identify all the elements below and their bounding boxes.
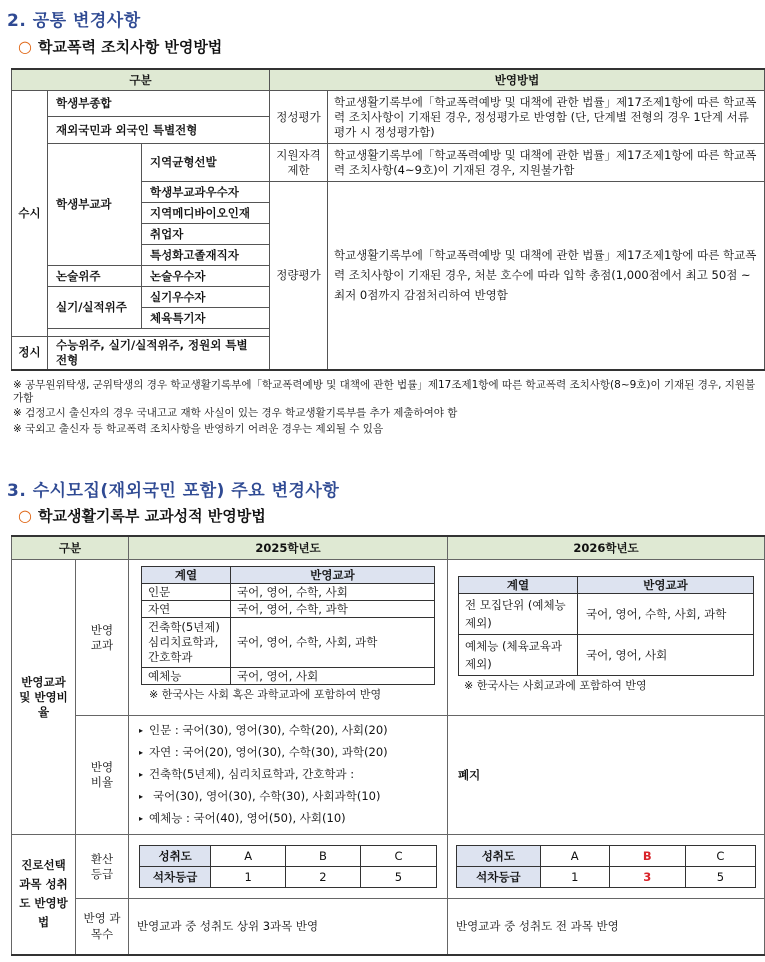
grade26-b: B: [609, 846, 685, 867]
cell-2026-grade: [448, 835, 765, 899]
school-violence-table: [11, 68, 765, 371]
row-silgi: 실기/실적위주: [48, 287, 142, 329]
header-category: 구분: [12, 69, 270, 91]
note-3: ※ 국외고 출신자 등 학교폭력 조치사항을 반영하기 어려운 경우는 제외될 수 있음: [13, 423, 384, 435]
section2-title: 2. 공통 변경사항: [7, 11, 141, 31]
header-method: 반영방법: [270, 69, 765, 91]
grade-table-2026: [456, 845, 756, 888]
inner-h2: 반영교과: [231, 567, 435, 584]
section3-subtitle-text: 학교생활기록부 교과성적 반영방법: [37, 507, 266, 525]
field-2026-0: 전 모집단위 (예체능제외): [459, 594, 578, 635]
grade-b: B: [286, 846, 361, 867]
subjects-2025-0: 국어, 영어, 수학, 사회: [231, 584, 435, 601]
cell-2025-grade: [129, 835, 448, 899]
row-jiyeok: 지역균형선발: [142, 144, 270, 182]
sub-hwansan: 환산 등급: [76, 835, 129, 899]
ratio-2026: 폐지: [448, 716, 765, 835]
jeongsi-text: 수능위주, 실기/실적위주, 정원외 특별전형: [48, 337, 270, 370]
row-sub1: 학생부교과우수자: [142, 182, 270, 203]
cell-2026-gyogwa: [448, 560, 765, 716]
ratio-cont-text: 국어(30), 영어(30), 수학(30), 사회과학(10): [153, 789, 381, 803]
rank26-c: 5: [685, 867, 755, 888]
field-2025-1: 자연: [142, 601, 231, 618]
subjects-2025-2: 국어, 영어, 수학, 사회, 과학: [231, 618, 435, 668]
row-hakjong: 학생부종합: [48, 91, 270, 117]
grade-h1: 성취도: [140, 846, 211, 867]
section2-subtitle: [18, 36, 222, 57]
ratio-item: ▸ 예체능 : 국어(40), 영어(50), 사회(10): [139, 808, 437, 830]
field-2025-0: 인문: [142, 584, 231, 601]
grade-table: [11, 535, 765, 956]
t3-header-category: 구분: [12, 536, 129, 560]
jeongsi-label: 정시: [12, 337, 48, 370]
subjects-2026-0: 국어, 영어, 수학, 사회, 과학: [578, 594, 754, 635]
group2-label: 진로선택 과목 성취도 반영방법: [12, 835, 76, 955]
quant-eval: 정량평가: [270, 182, 328, 370]
rank-b: 2: [286, 867, 361, 888]
count-2025: 반영교과 중 성취도 상위 3과목 반영: [129, 899, 448, 955]
grade26-h1: 성취도: [457, 846, 541, 867]
row-sub4: 특성화고졸재직자: [142, 245, 270, 266]
grade-table-2025: [139, 845, 437, 888]
inner26-h2: 반영교과: [578, 577, 754, 594]
qual-eval: 정성평가: [270, 91, 328, 144]
ratio-item: ▸ 건축학(5년제), 심리치료학과, 간호학과 :: [139, 764, 437, 786]
count-2026: 반영교과 중 성취도 전 과목 반영: [448, 899, 765, 955]
section2-subtitle-text: 학교폭력 조치사항 반영방법: [37, 38, 223, 56]
ratio-item: ▸ 자연 : 국어(20), 영어(30), 수학(30), 과학(20): [139, 742, 437, 764]
grade26-c: C: [685, 846, 755, 867]
rank-c: 5: [360, 867, 436, 888]
row-nonsul: 논술위주: [48, 266, 142, 287]
note-2: ※ 검정고시 출신자의 경우 국내고교 재학 사실이 있는 경우 학교생활기록부를 추가 제출하여야 함: [13, 407, 458, 419]
inner26-h1: 계열: [459, 577, 578, 594]
cell-2025-gyogwa: [129, 560, 448, 716]
qual-text: 학교생활기록부에「학교폭력예방 및 대책에 관한 법률」제17조제1항에 따른 학교폭력 조치사항이 기재된 경우, 정성평가로 반영함 (단, 단계별 전형의 경우 1단계 서류평가 시 정성평가함): [328, 91, 765, 144]
ratio-item: ▸ 인문 : 국어(30), 영어(30), 수학(20), 사회(20): [139, 720, 437, 742]
quant-text: 학교생활기록부에「학교폭력예방 및 대책에 관한 법률」제17조제1항에 따른 학교폭력 조치사항이 기재된 경우, 처분 호수에 따라 입학 총점(1,000점에서 최고 50점 ~ 최저 0점까지 감점처리하여 반영함: [328, 182, 765, 370]
subjects-2026-1: 국어, 영어, 사회: [578, 635, 754, 676]
sub-gwamok: 반영 과목수: [76, 899, 129, 955]
susi-label: 수시: [12, 91, 48, 337]
jiwon-text: 학교생활기록부에「학교폭력예방 및 대책에 관한 법률」제17조제1항에 따른 학교폭력 조치사항(4~9호)이 기재된 경우, 지원불가함: [328, 144, 765, 182]
circle-bullet-icon: ○: [18, 37, 32, 56]
inner-table-2026: [458, 576, 754, 676]
t3-header-2025: 2025학년도: [129, 536, 448, 560]
note-2025: ※ 한국사는 사회 혹은 과학교과에 포함하여 반영: [149, 688, 382, 701]
row-nonsul-sub: 논술우수자: [142, 266, 270, 287]
row-jaeoe: 재외국민과 외국인 특별전형: [48, 117, 270, 144]
sub-gyogwa: 반영 교과: [76, 560, 129, 716]
sub-biyul: 반영 비율: [76, 716, 129, 835]
ratio-item-cont: [139, 786, 437, 808]
ratio-list: [139, 720, 437, 830]
subjects-2025-3: 국어, 영어, 사회: [231, 668, 435, 685]
grade-h2: 석차등급: [140, 867, 211, 888]
note-2026: ※ 한국사는 사회교과에 포함하여 반영: [464, 679, 647, 692]
field-2025-2: 건축학(5년제) 심리치료학과, 간호학과: [142, 618, 231, 668]
grade-a: A: [211, 846, 286, 867]
row-silgi-sub2: 체육특기자: [142, 308, 270, 329]
group1-label: 반영교과 및 반영비율: [12, 560, 76, 835]
row-silgi-sub1: 실기우수자: [142, 287, 270, 308]
row-sub2: 지역메디바이오인재: [142, 203, 270, 224]
grade-c: C: [360, 846, 436, 867]
inner-table-2025: [141, 566, 435, 685]
inner-h1: 계열: [142, 567, 231, 584]
jiwon-limit: 지원자격 제한: [270, 144, 328, 182]
field-2026-1: 예체능 (체육교육과 제외): [459, 635, 578, 676]
section3-title: 3. 수시모집(재외국민 포함) 주요 변경사항: [7, 481, 340, 501]
rank26-b: 3: [609, 867, 685, 888]
t3-header-2026: 2026학년도: [448, 536, 765, 560]
rank26-a: 1: [540, 867, 609, 888]
section3-subtitle: [18, 505, 266, 526]
row-gyogwa: 학생부교과: [48, 144, 142, 266]
grade26-a: A: [540, 846, 609, 867]
grade26-h2: 석차등급: [457, 867, 541, 888]
subjects-2025-1: 국어, 영어, 수학, 과학: [231, 601, 435, 618]
row-sub3: 취업자: [142, 224, 270, 245]
field-2025-3: 예체능: [142, 668, 231, 685]
cell-2025-ratio: [129, 716, 448, 835]
note-1: ※ 공무원위탁생, 군위탁생의 경우 학교생활기록부에「학교폭력예방 및 대책에 관한 법률」제17조제1항에 따른 학교폭력 조치사항(8~9호)이 기재된 경우, 지원불가함: [13, 379, 756, 404]
rank-a: 1: [211, 867, 286, 888]
circle-bullet-icon: ○: [18, 506, 32, 525]
